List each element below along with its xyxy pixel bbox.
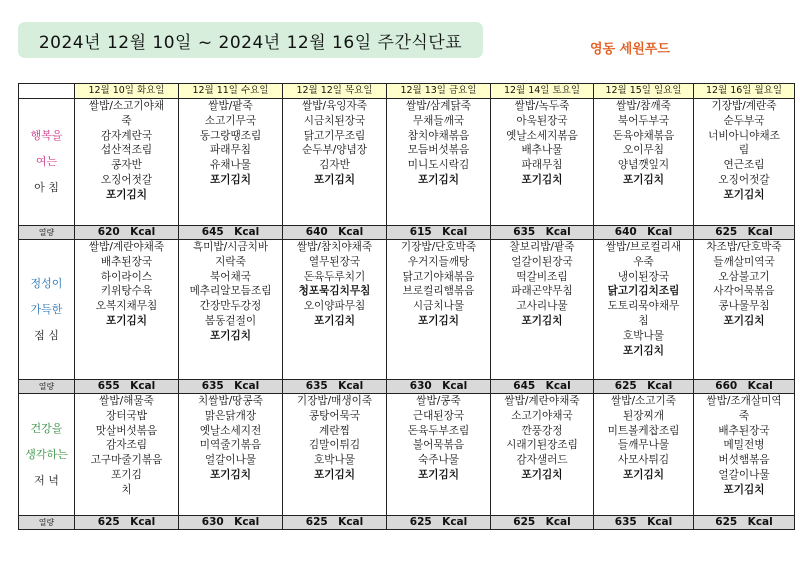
menu-item: 청포묵김치무침 (298, 285, 371, 298)
menu-item: 무채들깨국 (412, 114, 465, 127)
menu-item: 오삼불고기 (718, 270, 770, 283)
menu-item: 호박나물 (623, 329, 664, 342)
kcal-value: 660 Kcal (694, 380, 795, 394)
menu-item: 들깨살미역국 (713, 255, 775, 268)
menu-cell (594, 240, 694, 380)
menu-item: 간장만두강정 (199, 300, 262, 313)
menu-item: 미트볼케찹조림 (607, 424, 680, 437)
menu-item: 깐풍강정 (521, 424, 563, 437)
menu-item: 키위탕수육 (100, 285, 153, 298)
menu-item: 돈육두루치기 (303, 270, 366, 283)
menu-item: 림 (738, 144, 750, 157)
menu-item: 포기김치 (210, 329, 251, 342)
menu-item: 고사리나물 (516, 300, 568, 313)
menu-item: 오이무침 (623, 144, 664, 157)
menu-cell (75, 394, 179, 516)
menu-item: 섭산적조림 (100, 144, 153, 157)
menu-cell (387, 240, 491, 380)
kcal-value: 635 Kcal (179, 380, 283, 394)
menu-item: 브로컬리햄볶음 (402, 285, 475, 298)
day-header: 12월 10일 화요일 (75, 84, 179, 99)
menu-item: 포기김치 (521, 314, 563, 327)
menu-item: 메추리알모듬조림 (189, 285, 272, 298)
menu-item: 파래무침 (210, 144, 251, 157)
menu-item: 감자샐러드 (516, 454, 568, 467)
kcal-value: 625 Kcal (283, 516, 387, 530)
menu-item: 포기김치 (623, 344, 664, 357)
menu-item: 포기김치 (723, 314, 765, 327)
menu-item: 쌀밥/삼계닭죽 (406, 100, 471, 112)
menu-item: 쌀밥/해물죽 (99, 395, 154, 407)
kcal-label: 열량 (19, 226, 75, 240)
menu-item: 포기김치 (210, 173, 251, 186)
menu-cell (283, 99, 387, 226)
menu-cell (283, 240, 387, 380)
dinner-kcal-row (19, 516, 795, 530)
menu-item: 근대된장국 (412, 409, 465, 422)
kcal-value: 625 Kcal (387, 516, 491, 530)
menu-item: 도토리묵야채무 (607, 300, 680, 313)
day-header: 12월 15일 일요일 (594, 84, 694, 99)
menu-item: 된장찌개 (623, 409, 664, 422)
day-header: 12월 12일 목요일 (283, 84, 387, 99)
menu-item: 파래곤약무침 (511, 285, 573, 298)
menu-item: 얼갈이나물 (718, 468, 770, 481)
menu-item: 미역줄기볶음 (199, 439, 262, 452)
menu-item: 차조밥/단호박죽 (706, 241, 782, 253)
lunch-label: 정성이 가득한 점 심 (19, 240, 75, 380)
menu-item: 소고기야채국 (511, 409, 573, 422)
menu-cell (387, 99, 491, 226)
menu-item: 오징어젓갈 (718, 173, 770, 186)
menu-item: 시금치된장국 (303, 114, 366, 127)
menu-cell (694, 240, 795, 380)
menu-cell (594, 394, 694, 516)
menu-item: 죽 (121, 114, 132, 127)
menu-item: 포기김치 (418, 314, 459, 327)
menu-item: 쌀밥/브로컬리새 (605, 241, 682, 253)
kcal-value: 635 Kcal (594, 516, 694, 530)
title-text: 2024년 12월 10일 ~ 2024년 12월 16일 주간식단표 (38, 32, 463, 53)
menu-item: 쌀밥/계란야채죽 (88, 241, 165, 253)
menu-cell (387, 394, 491, 516)
menu-item: 유채나물 (210, 159, 251, 172)
kcal-value: 625 Kcal (594, 380, 694, 394)
header-row (19, 84, 795, 99)
day-header: 12월 13일 금요일 (387, 84, 491, 99)
menu-item: 참치야채볶음 (407, 129, 470, 142)
menu-item: 봄동겉절이 (204, 314, 257, 327)
menu-item: 너비아니야채조 (708, 129, 780, 142)
company-name: 영동 세원푸드 (590, 42, 670, 57)
menu-item: 북어채국 (210, 270, 251, 283)
menu-item: 포기김치 (106, 188, 147, 201)
menu-item: 얼갈이나물 (204, 454, 257, 467)
menu-item: 오복지채무침 (95, 300, 158, 313)
menu-item: 콩탕어묵국 (308, 409, 361, 422)
menu-item: 죽 (738, 409, 750, 422)
kcal-value: 645 Kcal (179, 226, 283, 240)
menu-item: 시금치나물 (412, 300, 465, 313)
menu-item: 닭고기야채볶음 (402, 270, 475, 283)
menu-item: 미니도시락김 (407, 159, 470, 172)
menu-cell (75, 99, 179, 226)
menu-item: 불어묵볶음 (412, 439, 465, 452)
page-title (18, 22, 483, 58)
menu-item: 김말이튀김 (308, 439, 361, 452)
menu-cell (594, 99, 694, 226)
menu-item: 기장밥/계란죽 (711, 100, 777, 112)
menu-item: 포기김치 (521, 173, 563, 186)
menu-item: 포기김치 (106, 314, 147, 327)
menu-item: 얼갈이된장국 (511, 255, 573, 268)
menu-item: 포기김 (111, 468, 142, 481)
kcal-value: 640 Kcal (283, 226, 387, 240)
menu-item: 지락죽 (215, 255, 246, 268)
menu-item: 콩자반 (111, 159, 142, 172)
menu-item: 오이양파무침 (303, 300, 366, 313)
menu-item: 흑미밥/시금치바 (192, 241, 269, 253)
menu-item: 쌀밥/팥죽 (208, 100, 253, 112)
menu-item: 우죽 (633, 255, 654, 268)
menu-cell (75, 240, 179, 380)
menu-item: 옛날소세지전 (199, 424, 262, 437)
menu-item: 숙주나물 (418, 454, 459, 467)
kcal-value: 630 Kcal (179, 516, 283, 530)
menu-item: 포기김치 (210, 468, 251, 481)
kcal-value: 625 Kcal (491, 516, 594, 530)
menu-item: 포기김치 (314, 468, 355, 481)
menu-item: 감자조림 (106, 439, 147, 452)
menu-item: 맛살버섯볶음 (95, 424, 158, 437)
kcal-value: 625 Kcal (694, 226, 795, 240)
menu-item: 오징어젓갈 (100, 173, 153, 186)
menu-item: 장터국밥 (106, 409, 147, 422)
menu-item: 동그랑땡조림 (199, 129, 262, 142)
menu-item: 떡갈비조림 (516, 270, 568, 283)
menu-item: 파래무침 (521, 159, 563, 172)
menu-cell (179, 394, 283, 516)
menu-item: 계란찜 (319, 424, 350, 437)
menu-item: 포기김치 (521, 468, 563, 481)
menu-cell (179, 99, 283, 226)
menu-item: 감자계란국 (100, 129, 153, 142)
dinner-row (19, 394, 795, 516)
day-header: 12월 16일 월요일 (694, 84, 795, 99)
menu-item: 호박나물 (314, 454, 355, 467)
menu-item: 순두부/양념장 (302, 144, 367, 157)
menu-item: 양념깻잎지 (617, 159, 670, 172)
menu-item: 아욱된장국 (516, 114, 568, 127)
menu-item: 돈육야채볶음 (612, 129, 675, 142)
menu-item: 기장밥/단호박죽 (400, 241, 477, 253)
menu-cell (491, 99, 594, 226)
breakfast-kcal-row (19, 226, 795, 240)
menu-item: 포기김치 (623, 468, 664, 481)
menu-item: 포기김치 (418, 173, 459, 186)
kcal-label: 열량 (19, 516, 75, 530)
menu-cell (179, 240, 283, 380)
corner-cell (19, 84, 75, 99)
menu-item: 포기김치 (623, 173, 664, 186)
menu-item: 포기김치 (418, 468, 459, 481)
lunch-kcal-row (19, 380, 795, 394)
menu-item: 포기김치 (314, 173, 355, 186)
menu-item: 포기김치 (314, 314, 355, 327)
menu-item: 닭고기김치조림 (607, 285, 680, 298)
menu-item: 쌀밥/콩죽 (416, 395, 461, 407)
menu-item: 맑은닭개장 (204, 409, 257, 422)
menu-item: 배추된장국 (718, 424, 770, 437)
menu-item: 메밀전병 (723, 439, 765, 452)
kcal-value: 625 Kcal (694, 516, 795, 530)
menu-item: 치쌀밥/땅콩죽 (198, 395, 263, 407)
menu-item: 침 (638, 314, 649, 327)
menu-cell (491, 394, 594, 516)
menu-item: 버섯햄볶음 (718, 454, 770, 467)
menu-item: 열무된장국 (308, 255, 361, 268)
menu-item: 시래기된장조림 (506, 439, 578, 452)
menu-item: 쌀밥/조개살미역 (706, 395, 782, 407)
day-header: 12월 11일 수요일 (179, 84, 283, 99)
menu-item: 연근조림 (723, 159, 765, 172)
menu-item: 쌀밥/계란야채죽 (504, 395, 580, 407)
menu-item: 기장밥/매생이죽 (296, 395, 373, 407)
menu-item: 냉이된장국 (617, 270, 670, 283)
menu-item: 옛날소세지볶음 (506, 129, 578, 142)
menu-item: 쌀밥/녹두죽 (514, 100, 570, 112)
menu-cell (694, 394, 795, 516)
menu-item: 들깨무나물 (617, 439, 670, 452)
menu-item: 쌀밥/소고기죽 (611, 395, 676, 407)
lunch-row (19, 240, 795, 380)
menu-item: 포기김치 (723, 483, 765, 496)
menu-item: 콩나물무침 (718, 300, 770, 313)
menu-item: 치 (121, 483, 132, 496)
menu-cell (283, 394, 387, 516)
kcal-value: 625 Kcal (75, 516, 179, 530)
menu-grid (18, 83, 795, 530)
menu-item: 북어두부국 (617, 114, 670, 127)
menu-item: 찰보리밥/팥죽 (509, 241, 575, 253)
kcal-value: 645 Kcal (491, 380, 594, 394)
menu-item: 배추나물 (521, 144, 563, 157)
menu-item: 사모사튀김 (617, 454, 670, 467)
menu-item: 배추된장국 (100, 255, 153, 268)
breakfast-row (19, 99, 795, 226)
menu-item: 쌀밥/육잉자죽 (302, 100, 367, 112)
kcal-value: 635 Kcal (283, 380, 387, 394)
kcal-value: 640 Kcal (594, 226, 694, 240)
kcal-value: 630 Kcal (387, 380, 491, 394)
menu-item: 고구마줄기볶음 (90, 454, 163, 467)
kcal-label: 열량 (19, 380, 75, 394)
menu-item: 우거지들깨탕 (407, 255, 470, 268)
menu-item: 하이라이스 (100, 270, 153, 283)
menu-item: 돈육두부조림 (407, 424, 470, 437)
menu-cell (491, 240, 594, 380)
kcal-value: 620 Kcal (75, 226, 179, 240)
menu-item: 쌀밥/소고기야채 (88, 100, 165, 112)
menu-item: 쌀밥/참치야채죽 (296, 241, 373, 253)
menu-item: 순두부국 (723, 114, 765, 127)
dinner-label: 건강을 생각하는 저 녁 (19, 394, 75, 516)
menu-item: 모듬버섯볶음 (407, 144, 470, 157)
day-header: 12월 14일 토요일 (491, 84, 594, 99)
breakfast-label: 행복을 여는 아 침 (19, 99, 75, 226)
kcal-value: 655 Kcal (75, 380, 179, 394)
menu-item: 사각어묵볶음 (713, 285, 775, 298)
kcal-value: 615 Kcal (387, 226, 491, 240)
menu-item: 닭고기무조림 (303, 129, 366, 142)
kcal-value: 635 Kcal (491, 226, 594, 240)
menu-item: 소고기무국 (204, 114, 257, 127)
menu-item: 포기김치 (723, 188, 765, 201)
menu-item: 김자반 (319, 159, 350, 172)
menu-cell (694, 99, 795, 226)
menu-item: 쌀밥/참깨죽 (616, 100, 671, 112)
